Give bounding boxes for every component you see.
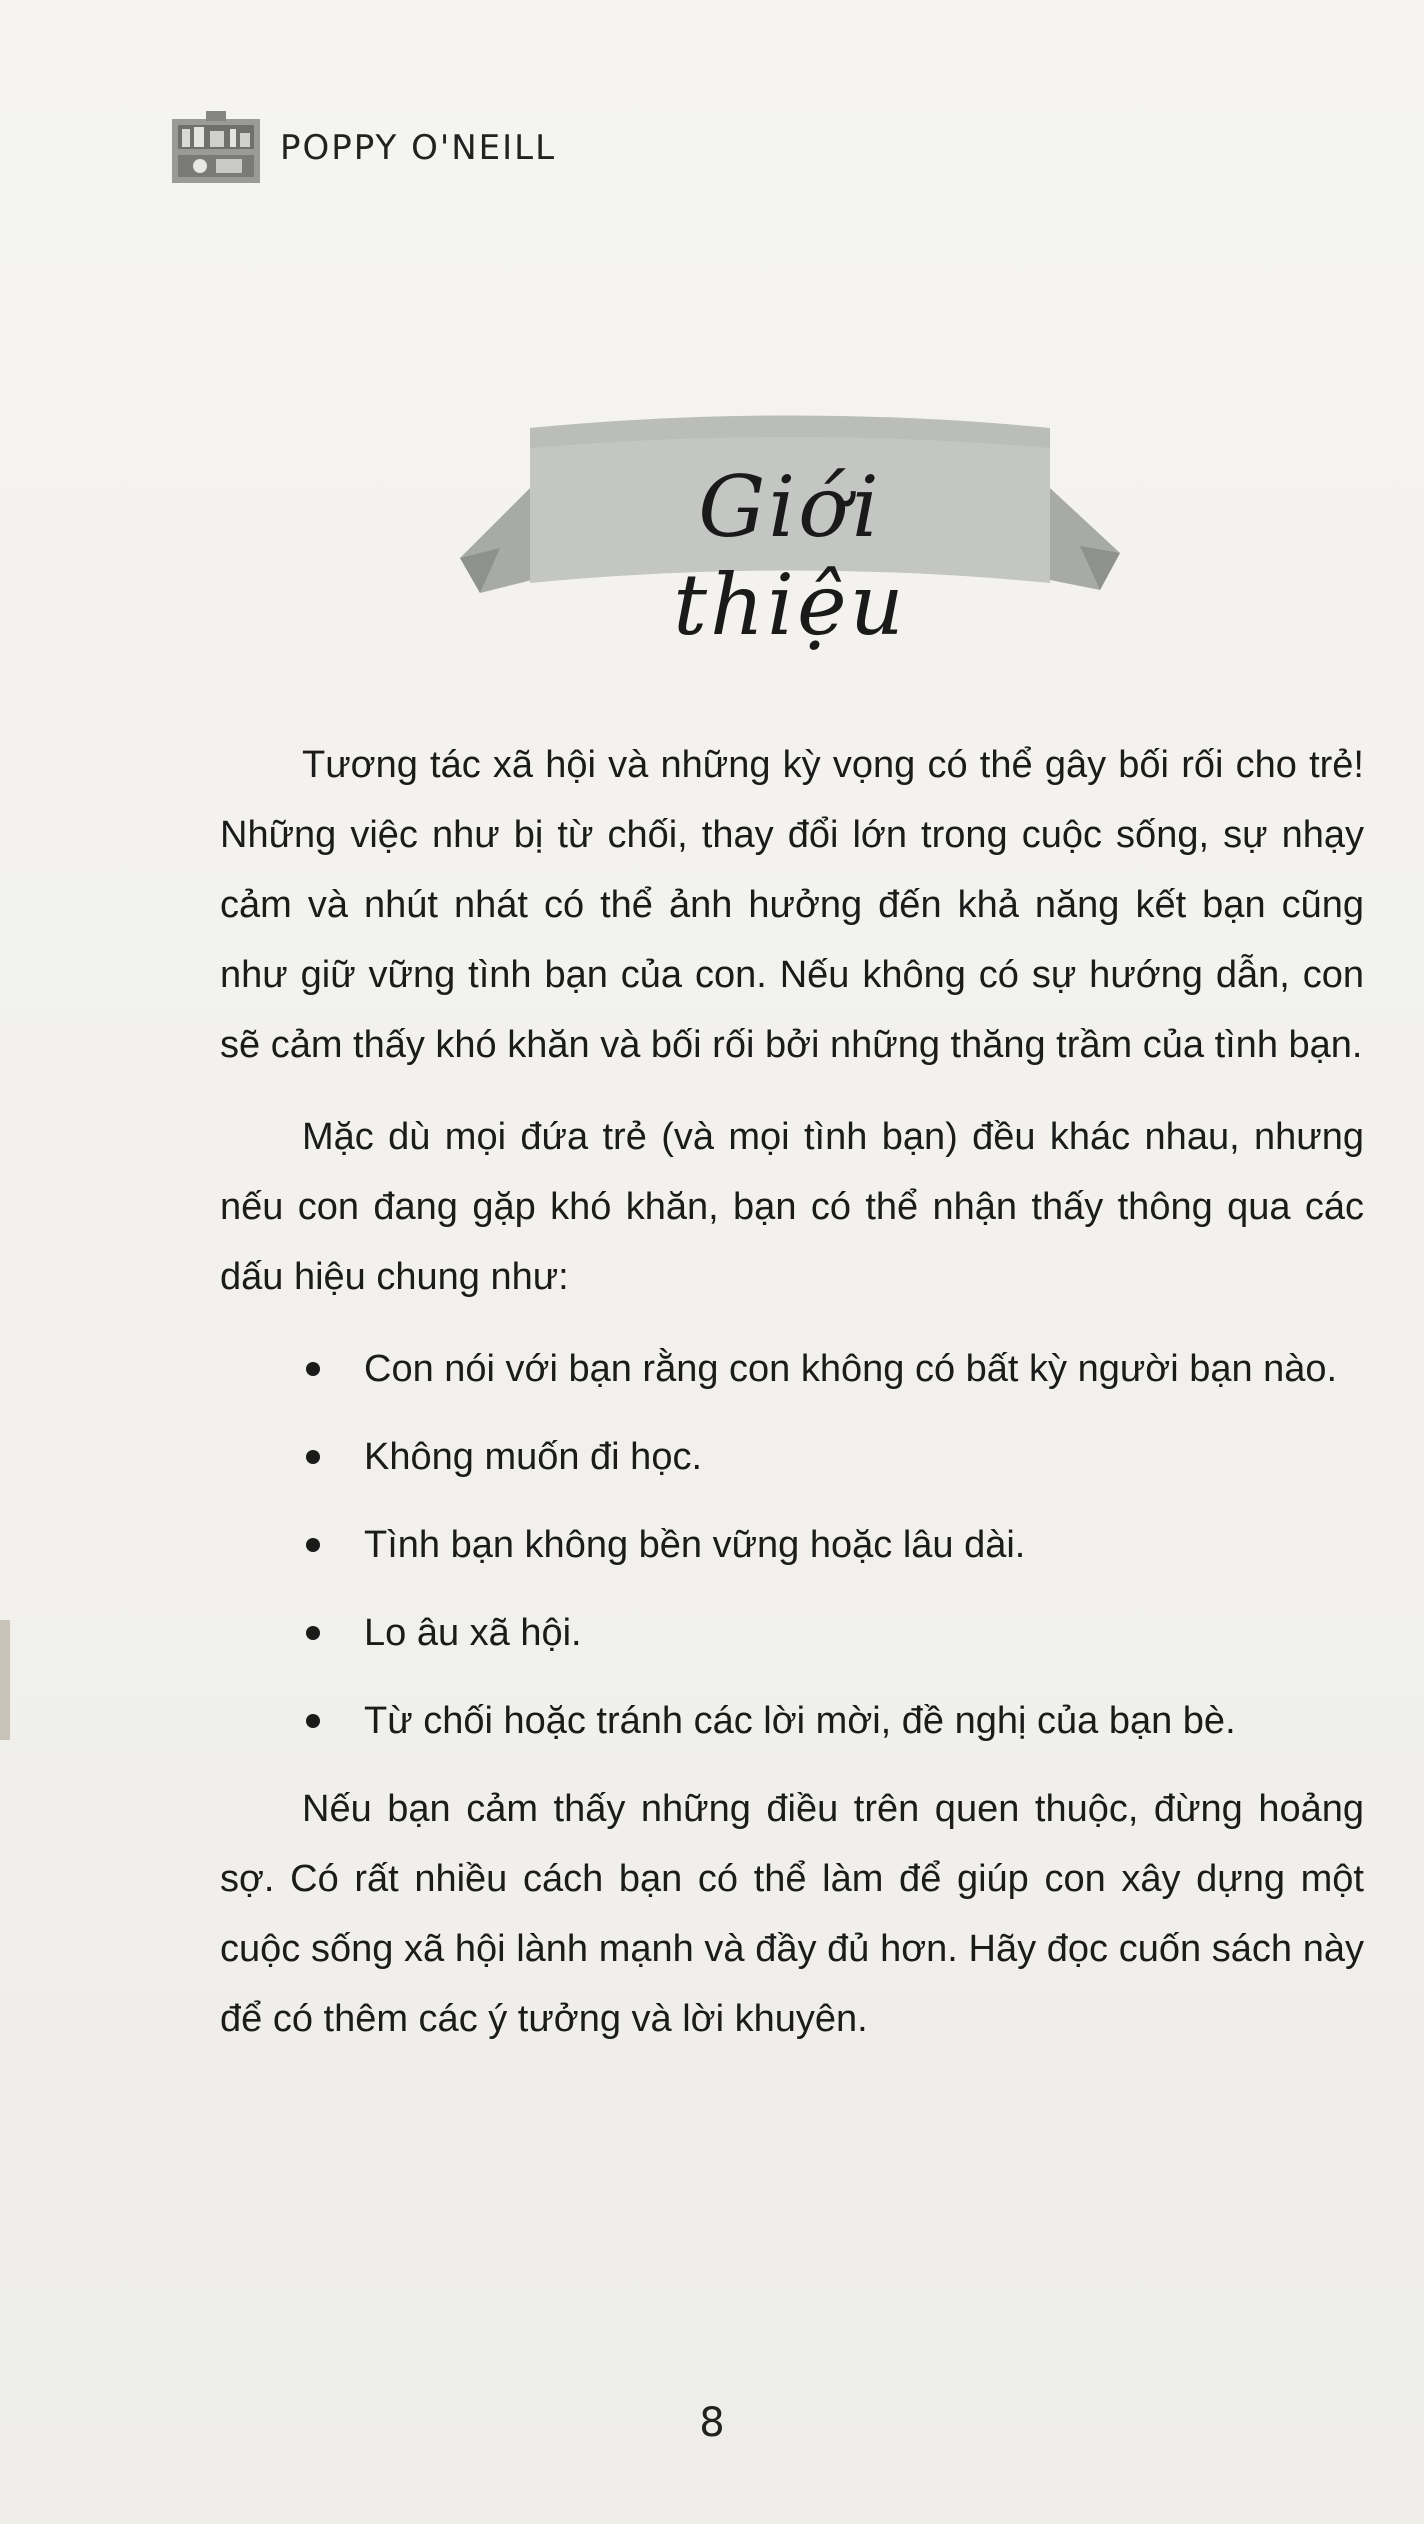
list-item	[220, 1686, 1364, 1756]
intro-paragraph: Tương tác xã hội và những kỳ vọng có thể gây bối rối cho trẻ! Những việc như bị từ chối, thay đổi lớn trong cuộc sống, sự nhạy cảm và nhút nhát có thể ảnh hưởng đến khả năng kết bạn cũng như giữ vững tình bạn của con. Nếu không có sự hướng dẫn, con sẽ cảm thấy khó khăn và bối rối bởi những thăng trầm của tình bạn.	[220, 744, 1364, 1066]
bullet-icon	[306, 1714, 320, 1728]
list-item-text: Không muốn đi học.	[364, 1436, 703, 1478]
list-item-text: Tình bạn không bền vững hoặc lâu dài.	[364, 1524, 1026, 1566]
bookshelf-icon	[170, 111, 262, 185]
running-header	[170, 108, 556, 188]
bullet-icon	[306, 1362, 320, 1376]
list-item	[220, 1422, 1364, 1492]
list-item	[220, 1510, 1364, 1580]
closing-paragraph: Nếu bạn cảm thấy những điều trên quen thuộc, đừng hoảng sợ. Có rất nhiều cách bạn có thể làm để giúp con xây dựng một cuộc sống xã hội lành mạnh và đầy đủ hơn. Hãy đọc cuốn sách này để có thêm các ý tưởng và lời khuyên.	[220, 1788, 1364, 2040]
list-item	[220, 1334, 1364, 1404]
signs-list	[220, 1334, 1364, 1756]
bullet-icon	[306, 1626, 320, 1640]
chapter-title: Giới thiệu	[673, 458, 907, 654]
bullet-icon	[306, 1538, 320, 1552]
signs-paragraph: Mặc dù mọi đứa trẻ (và mọi tình bạn) đều khác nhau, nhưng nếu con đang gặp khó khăn, bạn có thể nhận thấy thông qua các dấu hiệu chung như:	[220, 1116, 1364, 1298]
list-item-text: Từ chối hoặc tránh các lời mời, đề nghị của bạn bè.	[364, 1700, 1236, 1742]
body-text	[220, 730, 1364, 2076]
list-item-text: Con nói với bạn rằng con không có bất kỳ người bạn nào.	[364, 1348, 1338, 1390]
author-name: POPPY O'NEILL	[280, 128, 557, 168]
list-item-text: Lo âu xã hội.	[364, 1612, 582, 1654]
list-item	[220, 1598, 1364, 1668]
chapter-banner	[460, 408, 1120, 654]
page-number: 8	[699, 2400, 725, 2446]
page-edge-mark	[0, 1620, 10, 1740]
bullet-icon	[306, 1450, 320, 1464]
